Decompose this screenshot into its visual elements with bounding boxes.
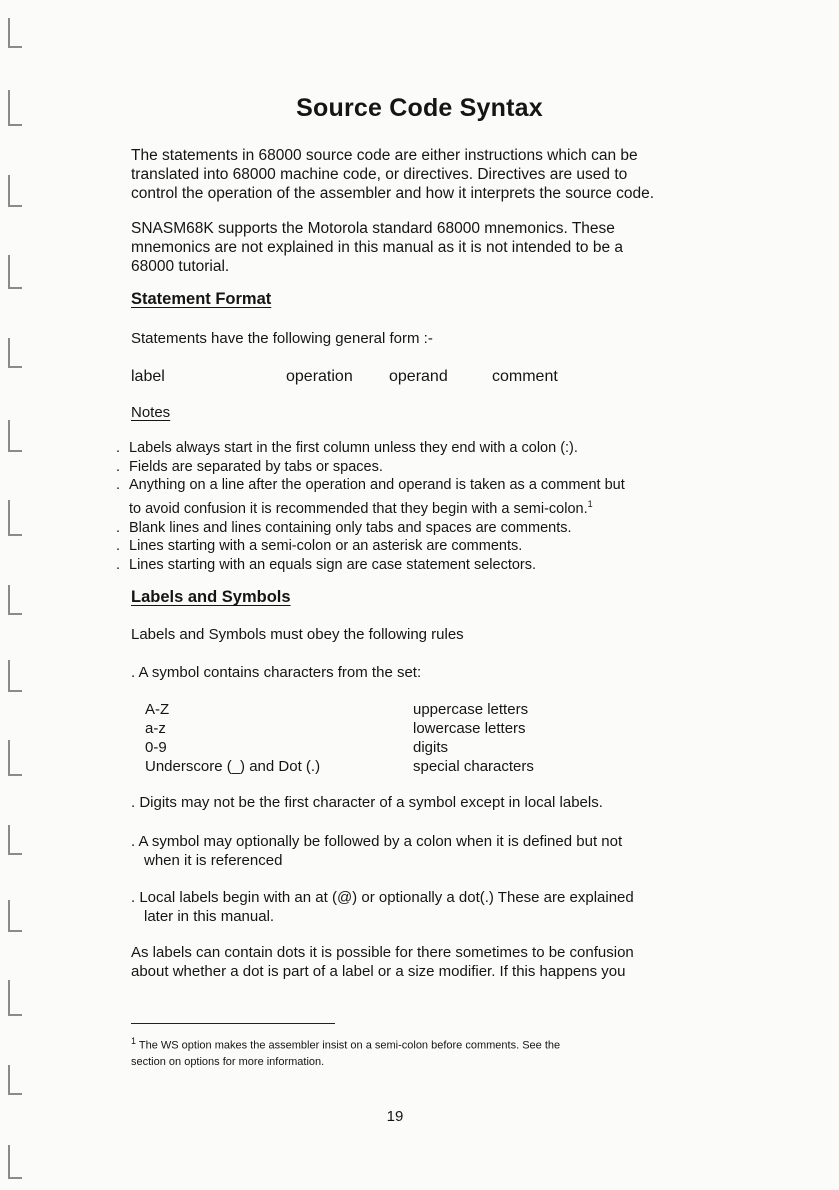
rule-colon: . A symbol may optionally be followed by a colon when it is defined but not when it is referenced — [131, 833, 623, 869]
rule-charset: . A symbol contains characters from the set: — [131, 664, 422, 681]
notes-heading: Notes — [131, 404, 171, 421]
list-item: . Blank lines and lines containing only tabs and spaces are comments. — [116, 519, 572, 536]
labels-symbols-heading: Labels and Symbols — [131, 588, 291, 606]
list-item: . Lines starting with a semi-colon or an asterisk are comments. — [116, 538, 523, 555]
statement-format-intro: Statements have the following general form :- — [131, 330, 433, 347]
labels-symbols-intro: Labels and Symbols must obey the following rules — [131, 626, 464, 643]
footnote: $^1$ The WS option makes the assembler insist on a semi-colon before comments. See the section on options for more information. — [131, 1036, 561, 1068]
footnote-ref: 1 — [587, 499, 593, 510]
notes-list — [116, 439, 625, 575]
page-title: Source Code Syntax — [296, 94, 543, 122]
field-comment: comment — [492, 368, 558, 385]
rule-local-labels: . Local labels begin with an at (@) or optionally a dot(.) These are explained later in this manual. — [131, 889, 634, 925]
field-operation: operation — [286, 368, 353, 385]
manual-page: Source Code Syntax The statements in 68000 source code are either instructions which can be translated into 68000 machine code, or directives. Directives are used to control the operation of the assembler and how it interprets the source code. SNASM68K supports the Motorola standard 68000 mnemonics. These mnemonics are not explained in this manual as it is not intended to be a 68000 tutorial. Statement Format Statements have the following general form :- label operation operand comment Notes . Labels always start in the first column unless they end with a colon (:). . Fields are separated by tabs or spaces. . Anything on a line after the operation and operand is taken as a comment but to avoid confusion it is recommended that they begin with a semi-colon.$^1$ . Blank lines and lines containing only tabs and spaces are comments. . Lines starting with a semi-colon or an asterisk are comments. . Lines starting with an equals sign are case statement selectors. Labels and Symbols Labels and Symbols must obey the following rules . A symbol contains characters from the set: A-Z uppercase letters a-z lowercase letters 0-9 digits Underscore (_) and Dot (.) special characters . Digits may not be the first character of a symbol except in local labels. . A symbol may optionally be followed by a colon when it is defined but not when it is referenced . Local labels begin with an at (@) or optionally a dot(.) These are explained later in this manual. As labels can contain dots it is possible for there sometimes to be confusion about whether a dot is part of a label or a size modifier. If this happens you $^1$ The WS option makes the assembler insist on a semi-colon before comments. See the section on options for more information. 19 — [0, 0, 839, 1190]
field-label: label — [131, 368, 165, 385]
field-operand: operand — [389, 368, 448, 385]
list-item: . Lines starting with an equals sign are case statement selectors. — [116, 557, 537, 574]
page-number: 19 — [386, 1108, 404, 1125]
closing-paragraph: As labels can contain dots it is possible for there sometimes to be confusion about whether a dot is part of a label or a size modifier. If this happens you — [131, 944, 634, 980]
intro-paragraph: The statements in 68000 source code are either instructions which can be translated into 68000 machine code, or directives. Directives are used to control the operation of the assembler and how it interprets the source code. — [131, 147, 654, 202]
list-item: . Anything on a line after the operation and operand is taken as a comment but to avoid confusion it is recommended that they begin with a semi-colon.$^1$ — [116, 477, 625, 517]
list-item: . Fields are separated by tabs or spaces. — [116, 458, 383, 475]
statement-format-heading: Statement Format — [131, 290, 272, 308]
list-item: . Labels always start in the first column unless they end with a colon (:). — [116, 440, 578, 456]
supports-paragraph: SNASM68K supports the Motorola standard 68000 mnemonics. These mnemonics are not explained in this manual as it is not intended to be a 68000 tutorial. — [131, 220, 623, 275]
rule-digits: . Digits may not be the first character of a symbol except in local labels. — [131, 794, 603, 811]
footnote-divider — [131, 1023, 335, 1024]
